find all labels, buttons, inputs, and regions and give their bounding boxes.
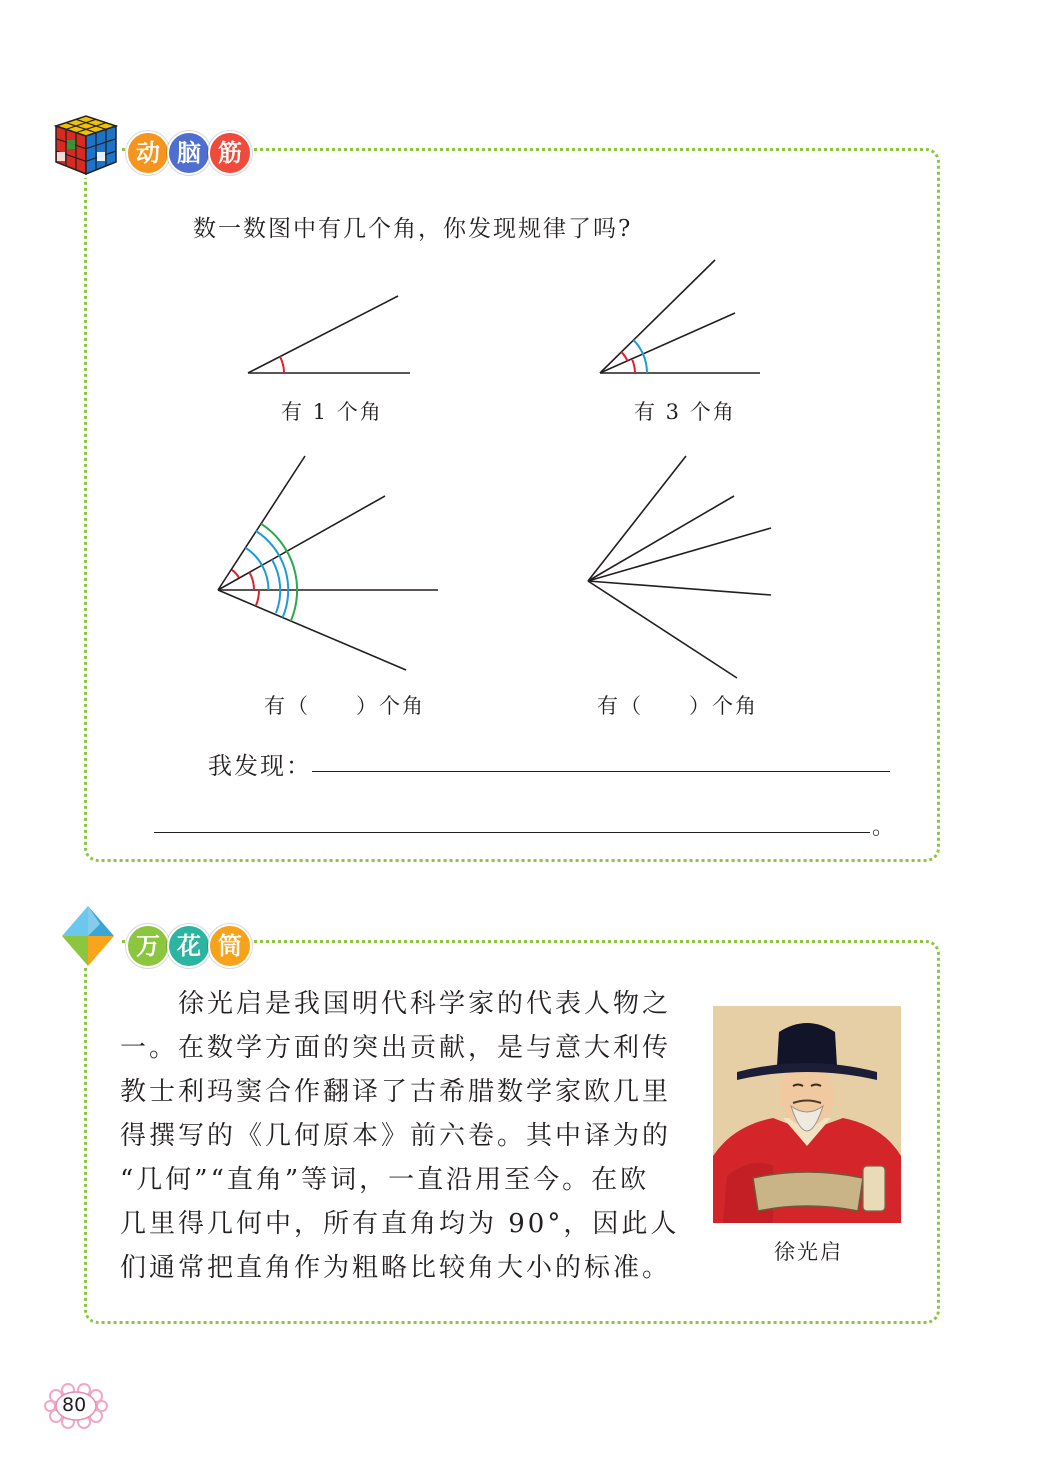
- paragraph-line: 们通常把直角作为粗略比较角大小的标准。: [120, 1253, 672, 1283]
- figure-3-label: 有（ ）个角: [264, 694, 425, 718]
- figure-4-label: 有（ ）个角: [597, 694, 758, 718]
- title-badge-2: 脑: [167, 131, 211, 175]
- paragraph-line: 徐光启是我国明代科学家的代表人物之: [120, 989, 672, 1019]
- figure-1-label: 有 1 个角: [281, 400, 383, 424]
- title-badge-5: 花: [167, 924, 211, 968]
- discover-label: 我发现：: [208, 752, 312, 780]
- question-text: 数一数图中有几个角，你发现规律了吗?: [193, 216, 633, 242]
- paragraph-line: 教士利玛窦合作翻译了古希腊数学家欧几里: [120, 1077, 672, 1107]
- figure-3-angles: [210, 450, 445, 675]
- figure-2-angles: [590, 255, 770, 383]
- portrait-image: [713, 1006, 901, 1223]
- paragraph-line: 几里得几何中，所有直角均为 90°，因此人: [120, 1209, 680, 1239]
- title-badge-4: 万: [126, 924, 170, 968]
- paragraph-line: 一。在数学方面的突出贡献，是与意大利传: [120, 1033, 672, 1063]
- pinwheel-icon: [56, 904, 120, 968]
- figure-4-angles: [582, 452, 777, 682]
- paragraph-line: 得撰写的《几何原本》前六卷。其中译为的: [120, 1121, 672, 1151]
- answer-line-1[interactable]: [312, 771, 890, 772]
- rubiks-cube-icon: [50, 112, 122, 178]
- figure-1-angle: [240, 288, 420, 383]
- title-badge-1: 动: [126, 131, 170, 175]
- paragraph-line: “几何”“直角”等词，一直沿用至今。在欧: [120, 1165, 650, 1195]
- end-mark: 。: [872, 815, 895, 840]
- title-badge-3: 筋: [208, 131, 252, 175]
- portrait-caption: 徐光启: [774, 1240, 843, 1264]
- title-badge-6: 筒: [208, 924, 252, 968]
- page-number: 80: [62, 1394, 87, 1416]
- answer-line-2[interactable]: [154, 832, 870, 833]
- figure-2-label: 有 3 个角: [634, 400, 736, 424]
- history-paragraph: [120, 982, 700, 1290]
